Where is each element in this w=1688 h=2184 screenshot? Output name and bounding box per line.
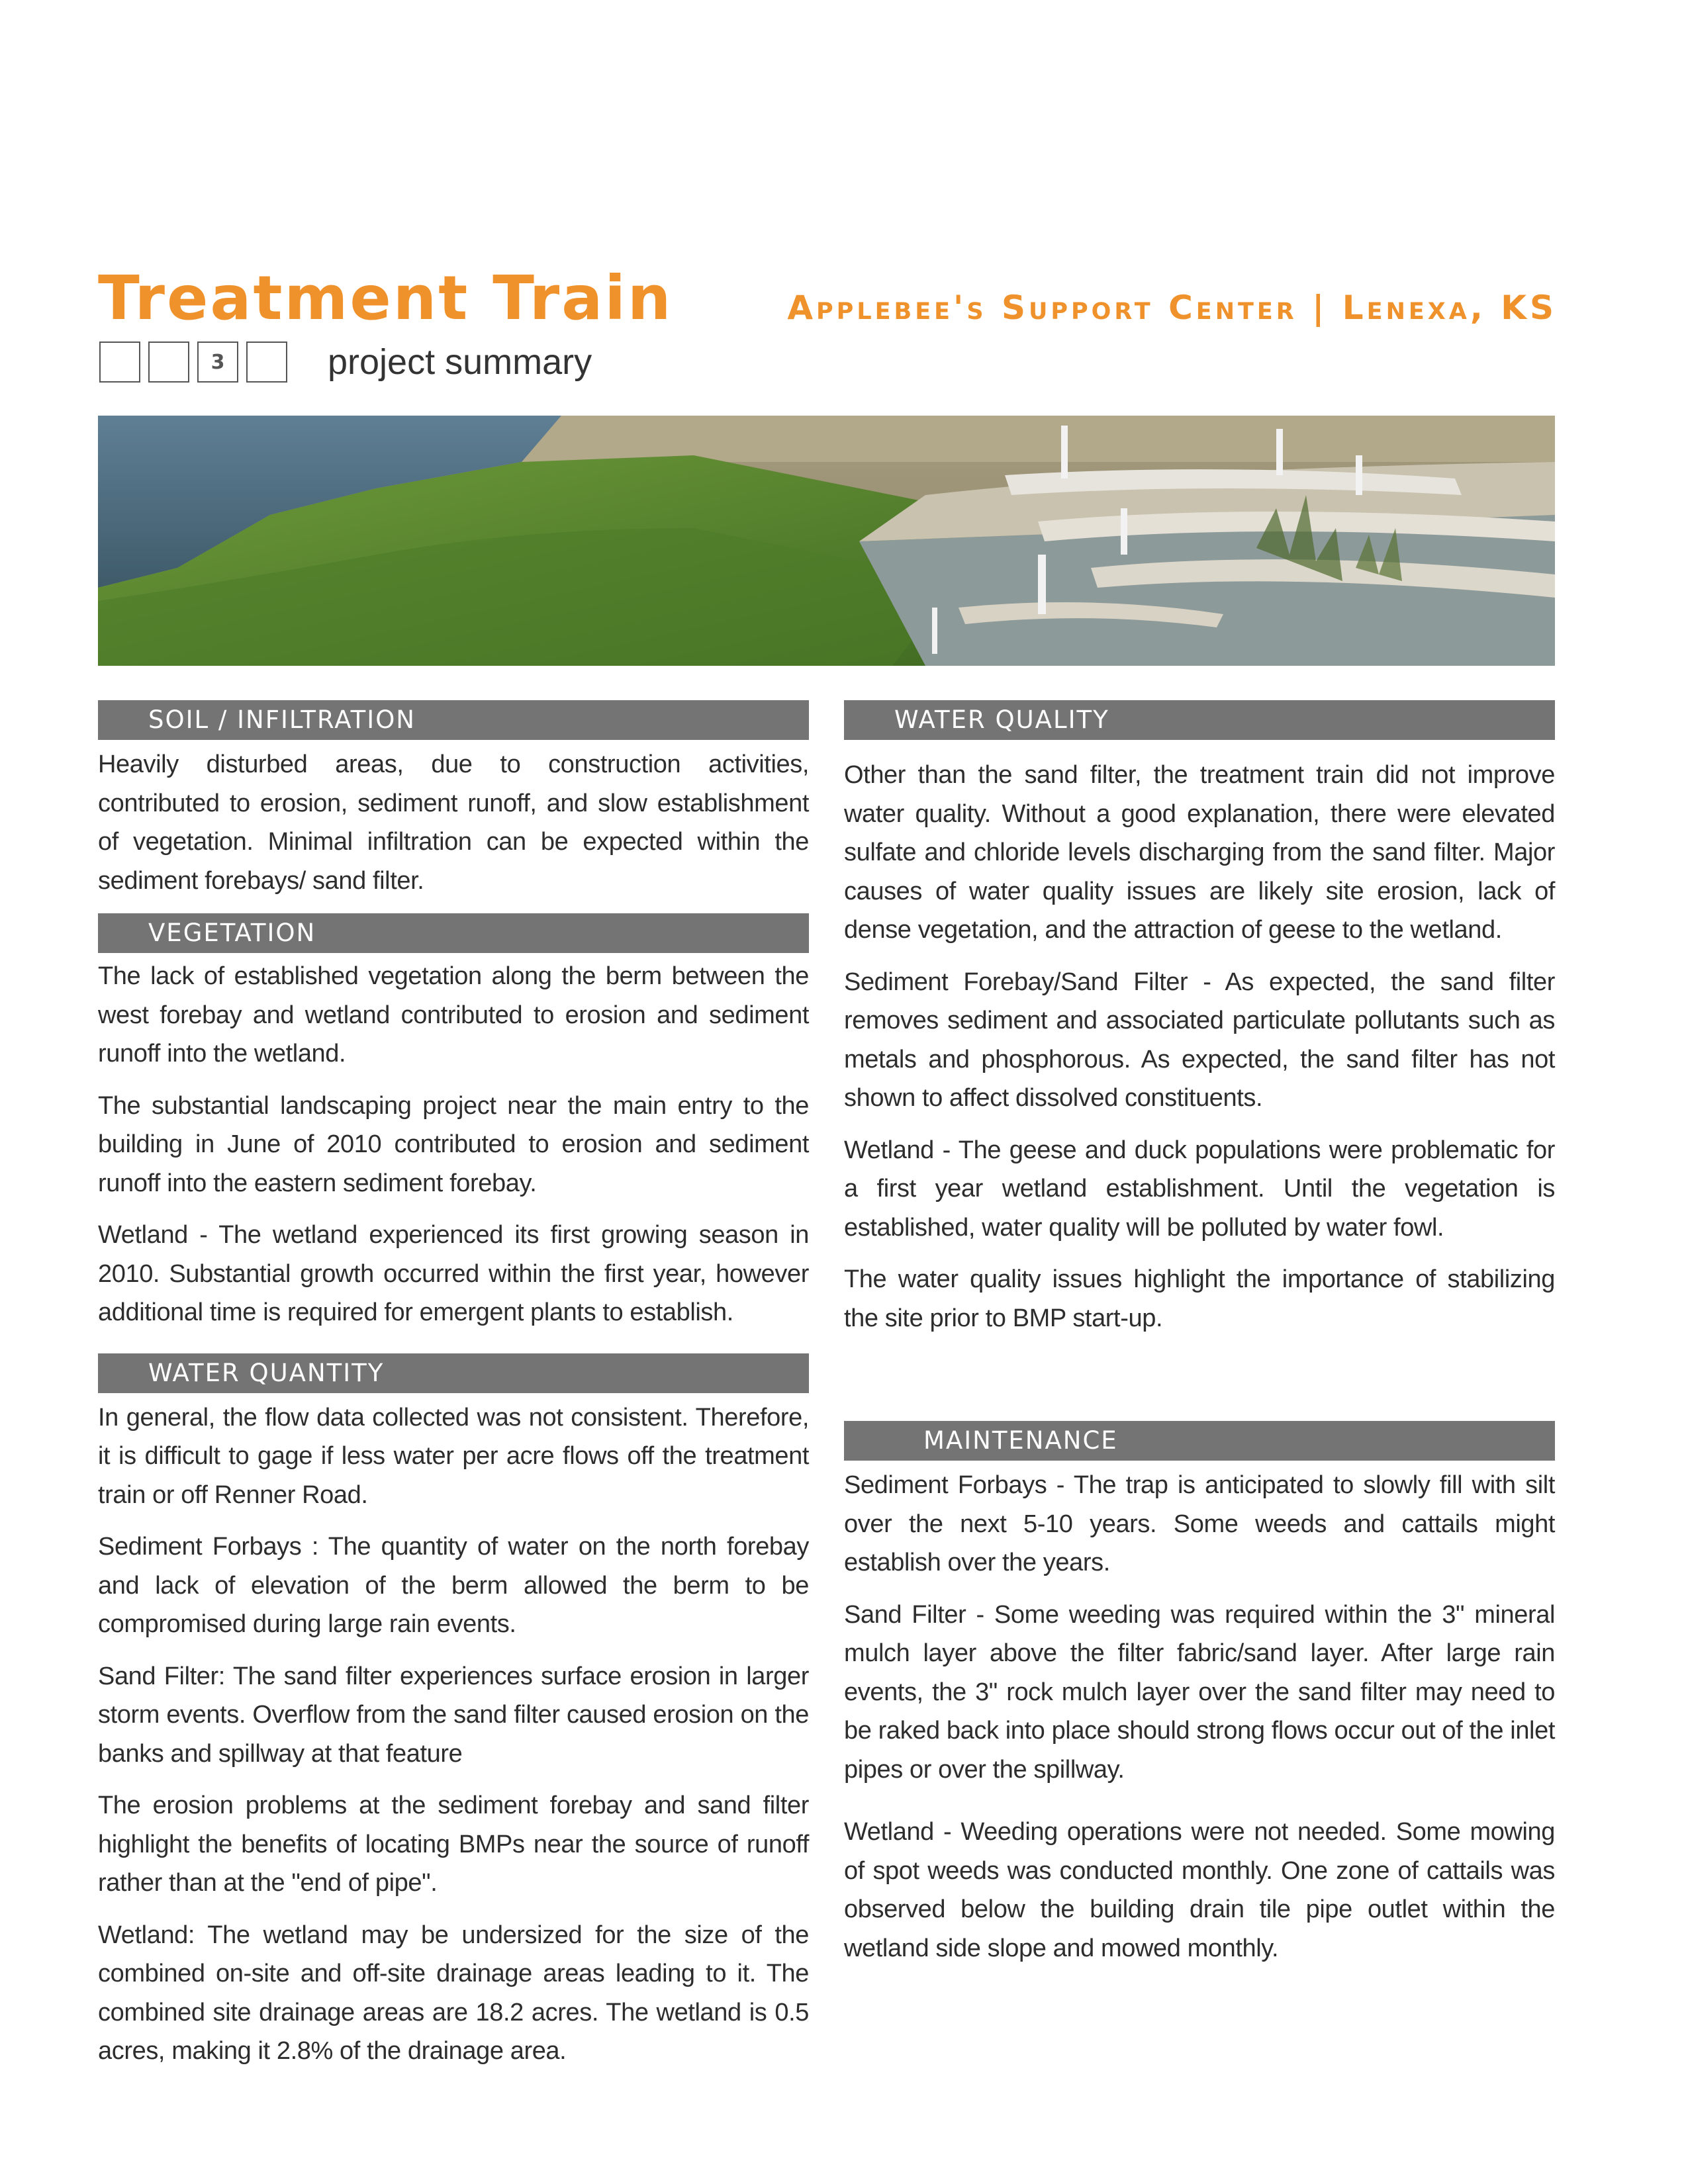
water-quantity-heading: WATER QUANTITY xyxy=(98,1353,809,1393)
water-quality-heading: WATER QUALITY xyxy=(844,700,1555,740)
project-location: Applebee's Support Center | Lenexa, KS xyxy=(787,289,1557,327)
step-indicator xyxy=(99,341,287,383)
maintenance-heading: MAINTENANCE xyxy=(844,1421,1555,1461)
page-subtitle: project summary xyxy=(328,342,592,382)
paragraph: The erosion problems at the sediment forebay and sand filter highlight the benefits of locating BMPs near the source of runoff rather than at the "end of pipe". xyxy=(98,1792,809,1897)
paragraph: Sand Filter - Some weeding was required within the 3" mineral mulch layer above the filter fabric/sand layer. After large rain events, the 3" rock mulch layer over the sand filter may need to be raked back into place should strong flows occur out of the inlet pipes or over the spillway. xyxy=(844,1600,1555,1784)
paragraph: Sediment Forbays - The trap is anticipated to slowly fill with silt over the next 5-10 years. Some weeds and cattails might establish over the years. xyxy=(844,1471,1555,1576)
paragraph: The lack of established vegetation along the berm between the west forebay and wetland contributed to erosion and sediment runoff into the wetland. xyxy=(98,962,809,1068)
paragraph: Wetland - The wetland experienced its first growing season in 2010. Substantial growth occurred within the first year, however additional time is required for emergent plants to establish. xyxy=(98,1221,809,1326)
banner-photo xyxy=(98,416,1555,666)
page-title: Treatment Train xyxy=(98,263,673,334)
paragraph: The substantial landscaping project near the main entry to the building in June of 2010 contributed to erosion and sediment runoff into the eastern sediment forebay. xyxy=(98,1091,809,1197)
paragraph: Heavily disturbed areas, due to construction activities, contributed to erosion, sediment runoff, and slow establishment of vegetation. Minimal infiltration can be expected within the sediment forebays/ sand filter. xyxy=(98,751,809,895)
paragraph: Sand Filter: The sand filter experiences surface erosion in larger storm events. Overflow from the sand filter caused erosion on the banks and spillway at that feature xyxy=(98,1662,809,1768)
left-column xyxy=(98,700,809,2071)
paragraph: Wetland - The geese and duck populations were problematic for a first year wetland establishment. Until the vegetation is established, water quality will be polluted by water fowl. xyxy=(844,1136,1555,1242)
paragraph: Wetland: The wetland may be undersized for the size of the combined on-site and off-site drainage areas leading to it. The combined site drainage areas are 18.2 acres. The wetland is 0.5 acres, making it 2.8% of the drainage area. xyxy=(98,1921,809,2065)
paragraph: The water quality issues highlight the importance of stabilizing the site prior to BMP start-up. xyxy=(844,1265,1555,1332)
vegetation-heading: VEGETATION xyxy=(98,913,809,953)
right-column xyxy=(844,700,1555,1968)
paragraph: Other than the sand filter, the treatment train did not improve water quality. Without a good explanation, there were elevated sulfate and chloride levels discharging from the sand filter. Major causes of water quality issues are likely site erosion, lack of dense vegetation, and the attraction of geese to the wetland. xyxy=(844,761,1555,944)
step-box-3: 3 xyxy=(197,341,238,383)
wetland-sand-filter-photo-icon xyxy=(98,416,1555,666)
paragraph: In general, the flow data collected was not consistent. Therefore, it is difficult to gage if less water per acre flows off the treatment train or off Renner Road. xyxy=(98,1403,809,1509)
paragraph: Sediment Forbays : The quantity of water on the north forebay and lack of elevation of the berm allowed the berm to be compromised during large rain events. xyxy=(98,1533,809,1638)
step-box-2 xyxy=(148,341,189,383)
paragraph: Sediment Forebay/Sand Filter - As expected, the sand filter removes sediment and associated particulate pollutants such as metals and phosphorous. As expected, the sand filter has not shown to affect dissolved constituents. xyxy=(844,968,1555,1112)
soil-infiltration-heading: SOIL / INFILTRATION xyxy=(98,700,809,740)
step-box-1 xyxy=(99,341,140,383)
step-box-4 xyxy=(246,341,287,383)
paragraph: Wetland - Weeding operations were not needed. Some mowing of spot weeds was conducted monthly. One zone of cattails was observed below the building drain tile pipe outlet within the wetland side slope and mowed monthly. xyxy=(844,1818,1555,1962)
